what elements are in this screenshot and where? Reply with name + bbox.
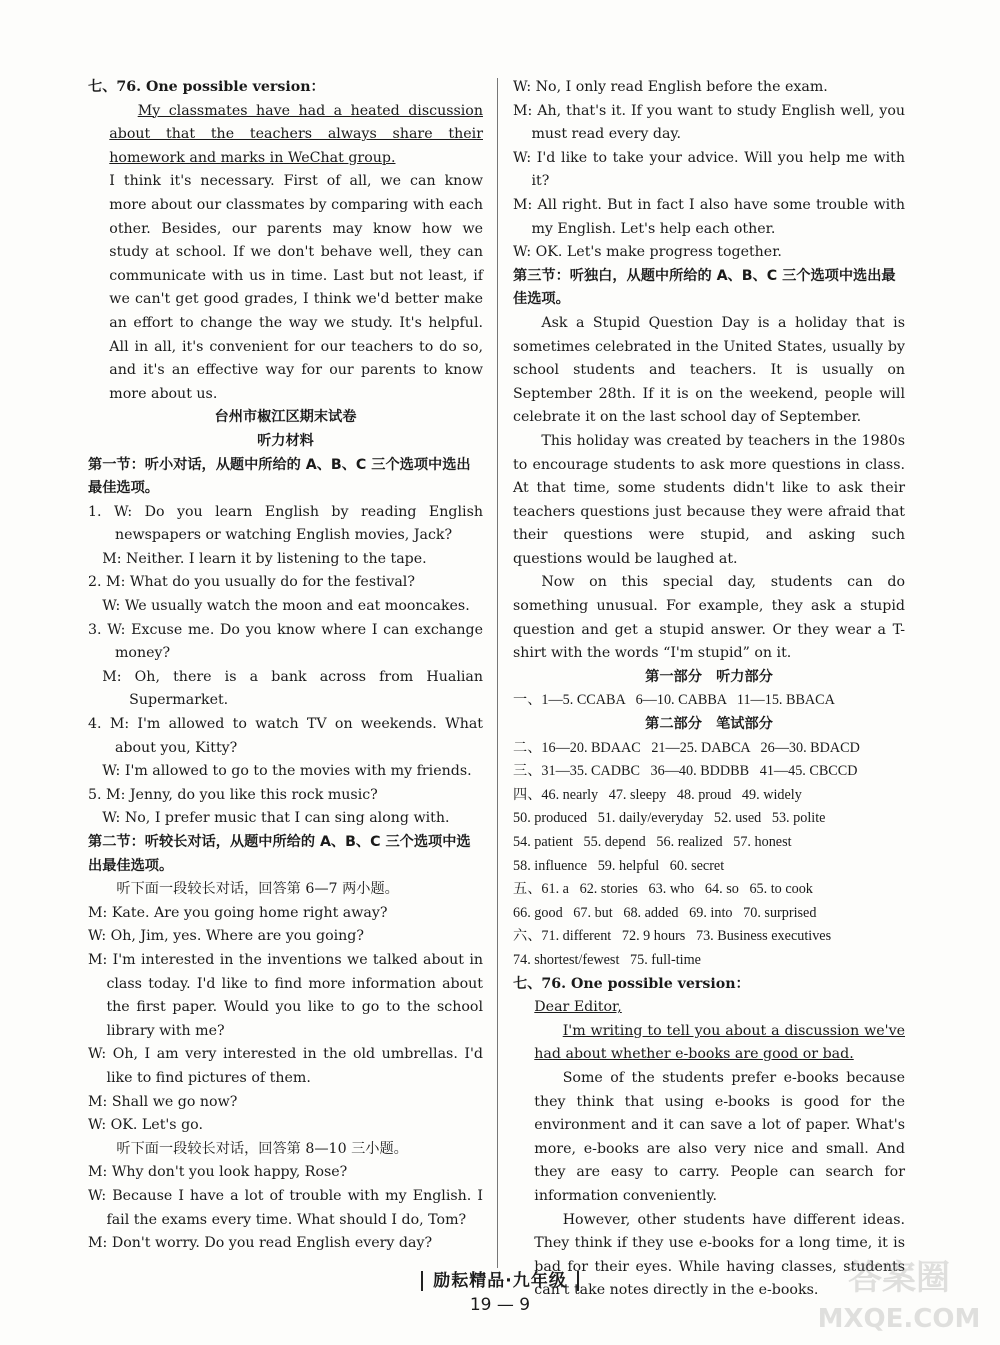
column-divider <box>497 78 498 1268</box>
right-paragraph: 第二部分 笔试部分 <box>645 716 773 733</box>
watermark-bottom: MXQE.COM <box>817 1304 981 1334</box>
left-paragraph: W: No, I prefer music that I can sing along with. <box>102 810 450 827</box>
left-paragraph: 1. W: Do you learn English by reading English newspapers or watching English movies, Jack? <box>88 503 483 544</box>
left-paragraph: 听力材料 <box>257 432 314 449</box>
left-paragraph: 第一节：听小对话，从题中所给的 A、B、C 三个选项中选出最佳选项。 <box>88 456 471 497</box>
right-paragraph: 五、61. a 62. stories 63. who 64. so 65. to cook <box>513 881 813 898</box>
right-paragraph: 74. shortest/fewest 75. full-time <box>513 951 701 968</box>
right-paragraph: 第三节：听独白，从题中所给的 A、B、C 三个选项中选出最佳选项。 <box>513 267 896 308</box>
left-paragraph: W: Because I have a lot of trouble with my English. I fail the exams every time. What should I do, Tom? <box>88 1187 483 1228</box>
watermark-logo <box>807 1249 992 1337</box>
footer-brand: 励耘精品·九年级 <box>421 1271 578 1291</box>
left-paragraph: 5. M: Jenny, do you like this rock music? <box>88 786 378 803</box>
left-paragraph: M: Shall we go now? <box>88 1093 238 1110</box>
left-paragraph: 4. M: I'm allowed to watch TV on weekends. What about you, Kitty? <box>88 716 483 756</box>
left-paragraph: 听下面一段较长对话，回答第 6—7 两小题。 <box>116 881 399 898</box>
watermark-top: 答案圈 <box>848 1258 950 1298</box>
right-paragraph: 三、31—35. CADBC 36—40. BDDBB 41—45. CBCCD <box>513 763 858 780</box>
right-paragraph: W: I'd like to take your advice. Will you help me with it? <box>513 149 905 190</box>
right-paragraph: 二、16—20. BDAAC 21—25. DABCA 26—30. BDACD <box>513 739 860 756</box>
right-paragraph: 50. produced 51. daily/everyday 52. used 53. polite <box>513 810 826 827</box>
left-paragraph: W: We usually watch the moon and eat mooncakes. <box>102 598 470 615</box>
right-paragraph: W: No, I only read English before the exam. <box>513 79 828 95</box>
right-paragraph: 54. patient 55. depend 56. realized 57. honest <box>513 834 792 850</box>
left-paragraph: 第二节：听较长对话，从题中所给的 A、B、C 三个选项中选出最佳选项。 <box>88 834 471 874</box>
page-number: 19 — 9 <box>469 1295 531 1315</box>
left-paragraph: M: Oh, there is a bank across from Hualian Supermarket. <box>102 668 483 709</box>
left-paragraph: My classmates have had a heated discussion about that the teachers always share their homework and marks in WeChat group. <box>109 102 483 166</box>
left-paragraph: I think it's necessary. First of all, we can know more about our classmates by comparing with each other. Besides, our parents may know how we study at school. If we don't behave well, they can communicate with us in time. Last but not least, if we can't get good grades, I think we'd better make an effort to change the way we study. It's helpful. All in all, it's convenient for our teachers to do so, and it's an effective way for our parents to know more about us. <box>109 173 483 402</box>
right-paragraph: 第一部分 听力部分 <box>645 668 773 685</box>
left-paragraph: M: I'm interested in the inventions we talked about in class today. I'd like to find more information about the first paper. Would you like to go to the school library with me? <box>88 951 483 1039</box>
right-paragraph: 一、1—5. CCABA 6—10. CABBA 11—15. BBACA <box>513 692 835 709</box>
left-paragraph: M: Why don't you look happy, Rose? <box>88 1164 348 1181</box>
right-paragraph: Now on this special day, students can do something unusual. For example, they ask a stupid question and get a stupid answer. Or they wear a T-shirt with the words “I'm stupid” on it. <box>513 574 905 662</box>
left-column <box>88 76 483 1256</box>
left-paragraph: M: Neither. I learn it by listening to the tape. <box>102 550 427 567</box>
right-paragraph: Dear Editor, <box>534 999 622 1016</box>
right-paragraph: 66. good 67. but 68. added 69. into 70. surprised <box>513 904 817 921</box>
left-paragraph: M: Kate. Are you going home right away? <box>88 904 388 921</box>
left-paragraph: 七、76. One possible version： <box>88 79 325 95</box>
left-paragraph: M: Don't worry. Do you read English every day? <box>88 1235 433 1252</box>
left-paragraph: 听下面一段较长对话，回答第 8—10 三小题。 <box>116 1140 408 1157</box>
left-paragraph: 台州市椒江区期末试卷 <box>214 409 357 426</box>
right-paragraph: 七、76. One possible version： <box>513 975 750 992</box>
left-paragraph: W: OK. Let's go. <box>88 1117 203 1134</box>
left-paragraph: W: I'm allowed to go to the movies with my friends. <box>102 763 472 780</box>
left-paragraph: 3. W: Excuse me. Do you know where I can exchange money? <box>88 621 483 662</box>
right-paragraph: Some of the students prefer e-books because they think that using e-books is good for the environment and it can save a lot of paper. What's more, e-books are also very nice and small. And they are easy to carry. People can search for information conveniently. <box>534 1069 905 1204</box>
right-paragraph: 四、46. nearly 47. sleepy 48. proud 49. widely <box>513 786 802 803</box>
right-paragraph: 58. influence 59. helpful 60. secret <box>513 857 725 874</box>
right-paragraph: M: All right. But in fact I also have some trouble with my English. Let's help each other. <box>513 196 905 237</box>
right-paragraph: 六、71. different 72. 9 hours 73. Business executives <box>513 928 832 945</box>
right-paragraph: However, other students have different ideas. They think if they use e-books for a long time, it is bad for their eyes. While having classes, students can't take notes directly in the e-books. <box>534 1211 905 1299</box>
right-paragraph: This holiday was created by teachers in the 1980s to encourage students to ask more questions in class. At that time, some students didn't like to ask their teachers questions just because they were afraid that their questions were stupid, and asking such questions would be laughed at. <box>513 432 905 567</box>
right-paragraph: Ask a Stupid Question Day is a holiday that is sometimes celebrated in the United States, usually by school students and teachers. It is usually on September 28th. If it is on the weekend, people will celebrate it on the last school day of September. <box>513 314 905 426</box>
right-paragraph: M: Ah, that's it. If you want to study English well, you must read every day. <box>513 102 905 143</box>
right-paragraph: W: OK. Let's make progress together. <box>513 244 782 261</box>
left-paragraph: W: Oh, Jim, yes. Where are you going? <box>88 928 364 945</box>
right-paragraph: I'm writing to tell you about a discussion we've had about whether e-books are good or bad. <box>534 1022 905 1063</box>
left-paragraph: 2. M: What do you usually do for the festival? <box>88 574 415 591</box>
left-paragraph: W: Oh, I am very interested in the old umbrellas. I'd like to find pictures of them. <box>88 1046 483 1086</box>
right-column <box>513 76 905 1303</box>
